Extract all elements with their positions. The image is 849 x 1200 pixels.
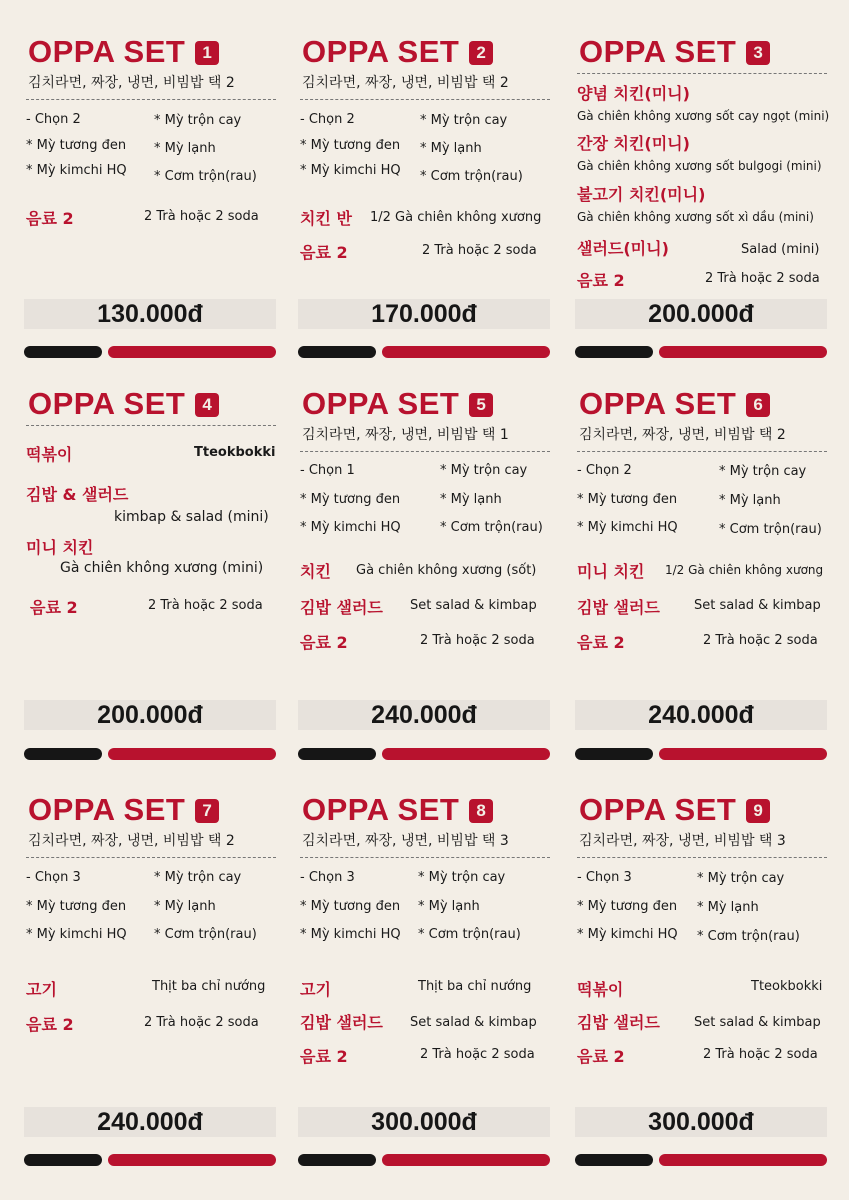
set-number-badge: 9 [746, 799, 770, 823]
noodle-option: * Mỳ trộn cay [154, 870, 242, 885]
set-price: 130.000đ [97, 300, 203, 328]
extra-name-ko: 김밥 샐러드 [577, 1013, 660, 1032]
item-name-ko: 떡볶이 [26, 445, 73, 464]
item-name-ko: 불고기 치킨(미니) [577, 185, 706, 204]
noodle-option: * Mỳ trộn cay [154, 113, 242, 128]
extra-name-ko: 고기 [26, 980, 57, 999]
noodle-option: * Cơm trộn(rau) [697, 929, 800, 944]
extra-desc: Set salad & kimbap [694, 1015, 821, 1030]
extra-name-ko: 음료 2 [577, 633, 625, 652]
item-name-ko: 음료 2 [30, 598, 78, 617]
extra-desc: 2 Trà hoặc 2 soda [420, 633, 535, 648]
set-number-badge: 8 [469, 799, 493, 823]
set-card-1 [26, 0, 278, 400]
extra-name-ko: 김밥 샐러드 [577, 598, 660, 617]
divider [26, 99, 276, 100]
extra-name-ko: 떡볶이 [577, 980, 624, 999]
set-card-8 [300, 758, 552, 1158]
extra-desc: 2 Trà hoặc 2 soda [420, 1047, 535, 1062]
set-card-3 [577, 0, 829, 400]
set-price: 200.000đ [97, 701, 203, 729]
extra-name-ko: 샐러드(미니) [577, 239, 669, 258]
noodle-option: * Mỳ trộn cay [697, 871, 785, 886]
extra-desc: 2 Trà hoặc 2 soda [144, 1015, 259, 1030]
set-title: OPPA SET 6 [579, 386, 770, 422]
divider-pill-red [382, 1154, 550, 1166]
noodle-option: * Mỳ lạnh [697, 900, 759, 915]
set-price: 170.000đ [371, 300, 477, 328]
noodle-option: * Cơm trộn(rau) [719, 522, 822, 537]
item-name-ko: 김밥 & 샐러드 [26, 485, 129, 504]
divider-pill-black [575, 1154, 653, 1166]
set-card-5 [300, 352, 552, 752]
set-title: OPPA SET 5 [302, 386, 493, 422]
set-title: OPPA SET 2 [302, 34, 493, 70]
noodle-option: * Mỳ tương đen [577, 899, 678, 914]
noodle-option: * Mỳ kimchi HQ [577, 520, 678, 535]
noodle-option: * Mỳ trộn cay [440, 463, 528, 478]
set-title: OPPA SET 7 [28, 792, 219, 828]
extra-desc: Set salad & kimbap [410, 598, 537, 613]
divider [26, 425, 276, 426]
noodle-option: * Mỳ tương đen [300, 492, 401, 507]
item-desc: 2 Trà hoặc 2 soda [148, 598, 263, 613]
item-desc: Gà chiên không xương sốt bulgogi (mini) [577, 159, 822, 173]
set-subtitle: 김치라면, 짜장, 냉면, 비빔밥 택 2 [579, 427, 786, 443]
noodle-option: * Mỳ lạnh [420, 141, 482, 156]
choose-count: - Chọn 3 [300, 870, 355, 885]
set-price: 240.000đ [371, 701, 477, 729]
item-desc: Tteokbokki [194, 445, 276, 460]
set-subtitle: 김치라면, 짜장, 냉면, 비빔밥 택 1 [302, 427, 509, 443]
divider-pill-red [108, 1154, 276, 1166]
extra-name-ko: 음료 2 [300, 633, 348, 652]
price-bar [24, 1107, 276, 1137]
set-price: 240.000đ [97, 1108, 203, 1136]
noodle-option: * Mỳ lạnh [440, 492, 502, 507]
set-number-badge: 7 [195, 799, 219, 823]
extra-desc: Tteokbokki [751, 979, 823, 994]
noodle-option: * Mỳ tương đen [26, 138, 127, 153]
set-subtitle: 김치라면, 짜장, 냉면, 비빔밥 택 2 [28, 833, 235, 849]
set-number-badge: 2 [469, 41, 493, 65]
extra-desc: 2 Trà hoặc 2 soda [422, 243, 537, 258]
noodle-option: * Mỳ trộn cay [420, 113, 508, 128]
price-bar [298, 700, 550, 730]
noodle-option: * Cơm trộn(rau) [154, 927, 257, 942]
set-card-4 [26, 352, 278, 752]
noodle-option: * Mỳ kimchi HQ [300, 163, 401, 178]
set-card-2 [300, 0, 552, 400]
noodle-option: * Mỳ kimchi HQ [26, 163, 127, 178]
noodle-option: * Mỳ tương đen [300, 138, 401, 153]
set-price: 300.000đ [371, 1108, 477, 1136]
noodle-option: * Mỳ kimchi HQ [300, 927, 401, 942]
noodle-option: * Cơm trộn(rau) [440, 520, 543, 535]
set-price: 240.000đ [648, 701, 754, 729]
choose-count: - Chọn 3 [577, 870, 632, 885]
noodle-option: * Mỳ kimchi HQ [300, 520, 401, 535]
set-title: OPPA SET 8 [302, 792, 493, 828]
noodle-option: * Cơm trộn(rau) [418, 927, 521, 942]
set-number-badge: 4 [195, 393, 219, 417]
set-card-9 [577, 758, 829, 1158]
choose-count: - Chọn 3 [26, 870, 81, 885]
set-title: OPPA SET 9 [579, 792, 770, 828]
divider [577, 73, 827, 74]
noodle-option: * Mỳ tương đen [577, 492, 678, 507]
item-desc: Gà chiên không xương (mini) [60, 560, 264, 576]
noodle-option: * Mỳ kimchi HQ [577, 927, 678, 942]
price-bar [24, 700, 276, 730]
divider [300, 857, 550, 858]
price-bar [575, 299, 827, 329]
noodle-option: * Mỳ lạnh [719, 493, 781, 508]
extra-desc: 2 Trà hoặc 2 soda [703, 633, 818, 648]
divider [577, 857, 827, 858]
divider-pill-red [659, 1154, 827, 1166]
divider-pill-black [24, 1154, 102, 1166]
item-name-ko: 간장 치킨(미니) [577, 134, 690, 153]
noodle-option: * Mỳ lạnh [154, 141, 216, 156]
price-bar [575, 700, 827, 730]
set-price: 300.000đ [648, 1108, 754, 1136]
extra-name-ko: 고기 [300, 980, 331, 999]
extra-desc: 2 Trà hoặc 2 soda [703, 1047, 818, 1062]
extra-desc: Salad (mini) [741, 242, 820, 257]
set-price: 200.000đ [648, 300, 754, 328]
noodle-option: * Mỳ tương đen [26, 899, 127, 914]
price-bar [24, 299, 276, 329]
set-card-7 [26, 758, 278, 1158]
choose-count: - Chọn 1 [300, 463, 355, 478]
item-desc: kimbap & salad (mini) [114, 509, 269, 525]
extra-name-ko: 음료 2 [577, 1047, 625, 1066]
extra-name-ko: 음료 2 [577, 271, 625, 290]
extra-desc: Thịt ba chỉ nướng [418, 979, 532, 994]
divider-pill-black [298, 1154, 376, 1166]
set-number-badge: 1 [195, 41, 219, 65]
item-desc: Gà chiên không xương sốt cay ngọt (mini) [577, 109, 830, 123]
choose-count: - Chọn 2 [26, 112, 81, 127]
extra-name-ko: 음료 2 [300, 1047, 348, 1066]
set-number-badge: 3 [746, 41, 770, 65]
item-desc: Gà chiên không xương sốt xì dầu (mini) [577, 210, 814, 224]
set-title: OPPA SET 1 [28, 34, 219, 70]
choose-count: - Chọn 2 [577, 463, 632, 478]
set-subtitle: 김치라면, 짜장, 냉면, 비빔밥 택 3 [302, 833, 509, 849]
item-name-ko: 양념 치킨(미니) [577, 84, 690, 103]
extra-desc: Gà chiên không xương (sốt) [356, 563, 537, 578]
extra-desc: Thịt ba chỉ nướng [152, 979, 266, 994]
extra-desc: Set salad & kimbap [410, 1015, 537, 1030]
set-number-badge: 6 [746, 393, 770, 417]
extra-name-ko: 음료 2 [26, 209, 74, 228]
extra-name-ko: 김밥 샐러드 [300, 1013, 383, 1032]
noodle-option: * Mỳ trộn cay [418, 870, 506, 885]
noodle-option: * Mỳ lạnh [418, 899, 480, 914]
divider [300, 99, 550, 100]
price-bar [298, 1107, 550, 1137]
noodle-option: * Mỳ trộn cay [719, 464, 807, 479]
divider [26, 857, 276, 858]
extra-name-ko: 치킨 반 [300, 209, 352, 228]
extra-desc: 1/2 Gà chiên không xương [370, 210, 542, 225]
noodle-option: * Cơm trộn(rau) [154, 169, 257, 184]
set-subtitle: 김치라면, 짜장, 냉면, 비빔밥 택 3 [579, 833, 786, 849]
set-card-6 [577, 352, 829, 752]
noodle-option: * Mỳ kimchi HQ [26, 927, 127, 942]
noodle-option: * Cơm trộn(rau) [420, 169, 523, 184]
price-bar [575, 1107, 827, 1137]
extra-name-ko: 미니 치킨 [577, 562, 645, 581]
extra-name-ko: 음료 2 [300, 243, 348, 262]
extra-desc: 2 Trà hoặc 2 soda [144, 209, 259, 224]
set-subtitle: 김치라면, 짜장, 냉면, 비빔밥 택 2 [302, 75, 509, 91]
noodle-option: * Mỳ tương đen [300, 899, 401, 914]
extra-desc: 1/2 Gà chiên không xương [665, 563, 824, 577]
extra-name-ko: 음료 2 [26, 1015, 74, 1034]
choose-count: - Chọn 2 [300, 112, 355, 127]
divider [300, 451, 550, 452]
set-subtitle: 김치라면, 짜장, 냉면, 비빔밥 택 2 [28, 75, 235, 91]
divider [577, 451, 827, 452]
set-number-badge: 5 [469, 393, 493, 417]
item-name-ko: 미니 치킨 [26, 538, 94, 557]
price-bar [298, 299, 550, 329]
extra-desc: 2 Trà hoặc 2 soda [705, 271, 820, 286]
set-title: OPPA SET 3 [579, 34, 770, 70]
extra-name-ko: 치킨 [300, 562, 331, 581]
noodle-option: * Mỳ lạnh [154, 899, 216, 914]
extra-desc: Set salad & kimbap [694, 598, 821, 613]
set-title: OPPA SET 4 [28, 386, 219, 422]
extra-name-ko: 김밥 샐러드 [300, 598, 383, 617]
